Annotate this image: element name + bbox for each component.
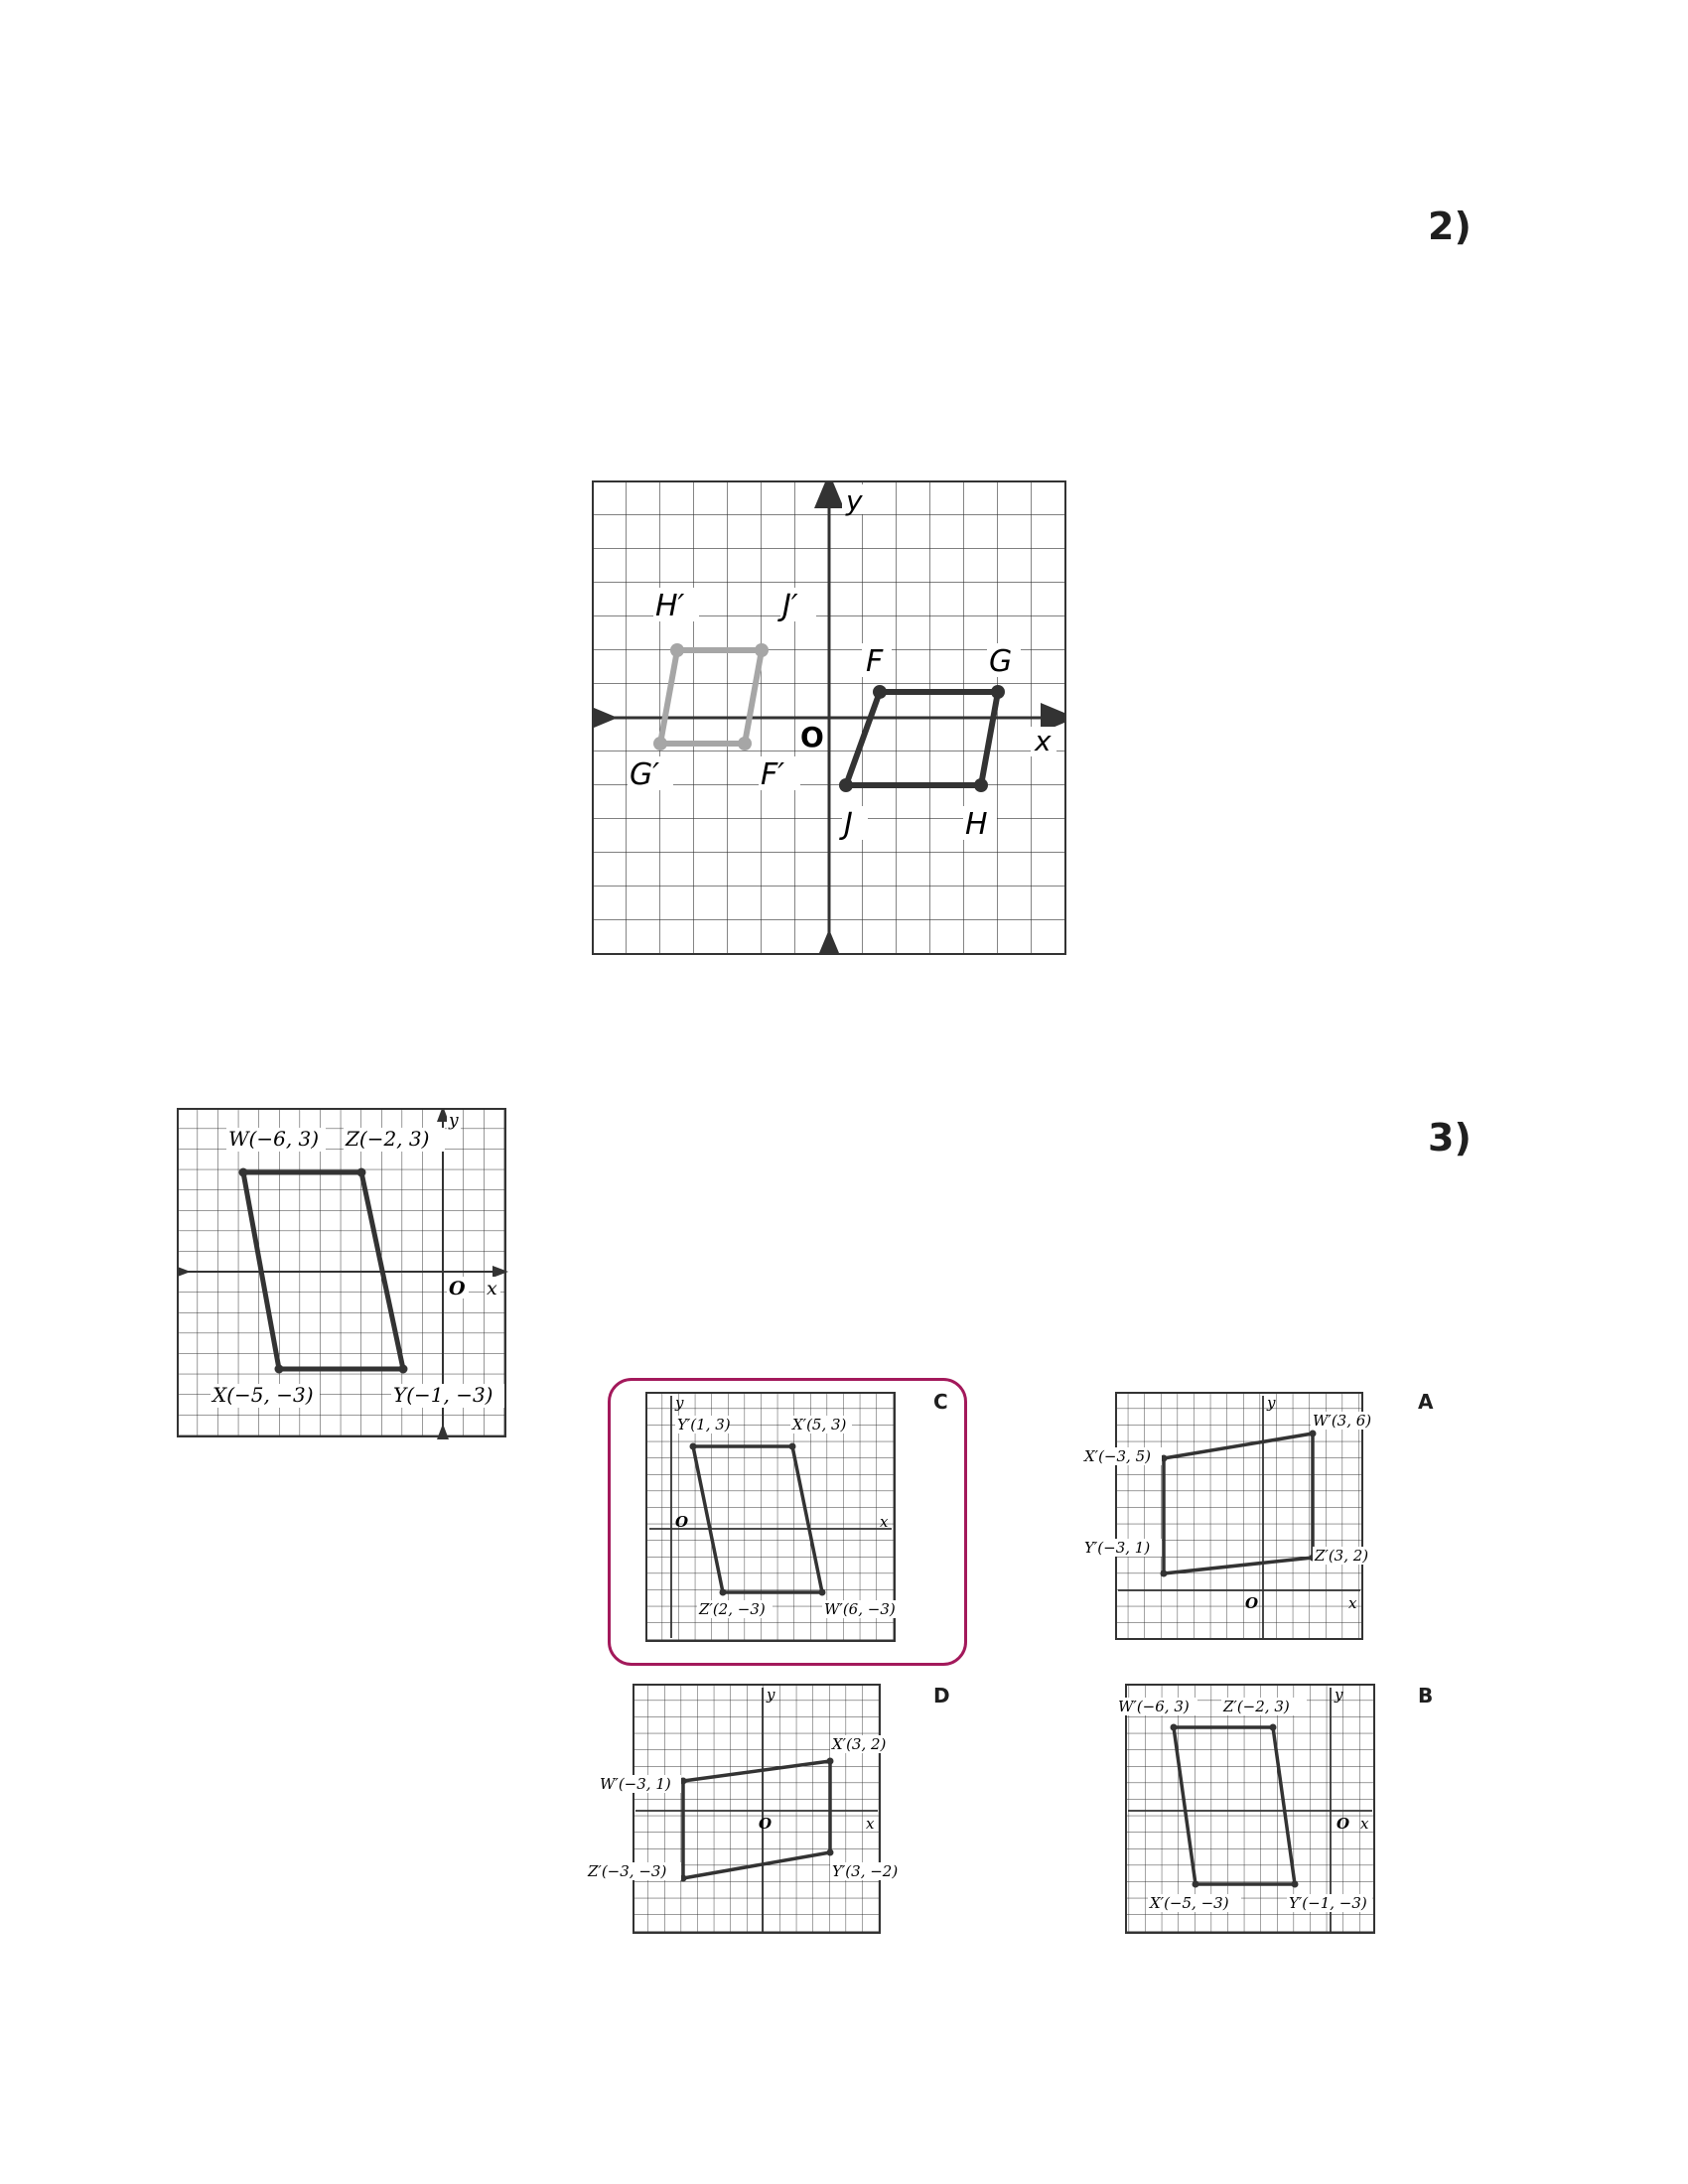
option-c-point-x [789,1443,796,1450]
option-a-x-label: x [1348,1594,1357,1612]
figure-label-w: W(−6, 3) [228,1127,320,1151]
label-f-prime: F′ [761,757,785,792]
option-c-label-x: X′(5, 3) [792,1416,847,1433]
option-b-point-y [1292,1881,1299,1888]
option-c-label-z: Z′(2, −3) [699,1600,766,1618]
option-d-label-y: Y′(3, −2) [832,1862,899,1880]
option-b-label-y: Y′(−1, −3) [1289,1894,1367,1912]
option-c-label: C [933,1390,948,1414]
option-b-graph[interactable] [1112,1684,1412,1944]
figure-y-label: y [449,1111,459,1131]
option-c-graph[interactable] [645,1392,906,1650]
option-a-origin: O [1245,1594,1259,1612]
option-a-label-y: Y′(−3, 1) [1084,1539,1151,1557]
option-d-label-z: Z′(−3, −3) [588,1862,667,1880]
question-2-number: 2) [1428,205,1472,248]
option-d-y-label: y [767,1686,775,1704]
point-h-prime [670,643,684,657]
option-b-y-label: y [1335,1686,1343,1704]
option-b-label-w: W′(−6, 3) [1118,1698,1190,1715]
option-b-label: B [1418,1684,1434,1707]
point-f-prime [738,737,752,751]
question-3-number: 3) [1428,1116,1472,1160]
question-3-figure [177,1108,514,1441]
option-d-point-y [827,1849,834,1856]
point-f [873,685,887,699]
label-g-prime: G′ [630,757,660,792]
option-b-label-z: Z′(−2, 3) [1223,1698,1290,1715]
figure-point-z [357,1168,366,1177]
x-axis-label: x [1035,725,1052,757]
figure-point-x [275,1365,284,1374]
figure-point-y [399,1365,408,1374]
option-d-grid [633,1685,880,1933]
origin-label: O [800,721,824,753]
figure-label-y: Y(−1, −3) [393,1383,493,1407]
point-j-prime [755,643,769,657]
option-c-y-label: y [675,1394,684,1412]
option-c-point-y [690,1443,697,1450]
point-h [974,778,988,792]
option-a-y-label: y [1267,1394,1276,1412]
figure-x-label: x [487,1278,497,1299]
option-b-x-label: x [1360,1815,1369,1833]
option-a-label-z: Z′(3, 2) [1315,1547,1369,1565]
option-a-point-w [1310,1431,1317,1437]
option-c-point-w [819,1589,826,1596]
option-b-point-w [1171,1724,1178,1731]
point-g [991,685,1005,699]
option-c-label-y: Y′(1, 3) [677,1416,731,1433]
label-j-prime: J′ [782,589,798,623]
option-b-label-x: X′(−5, −3) [1150,1894,1229,1912]
option-c-label-w: W′(6, −3) [824,1600,896,1618]
option-d-label-w: W′(−3, 1) [600,1775,671,1793]
option-c-point-z [720,1589,727,1596]
option-b-point-x [1193,1881,1199,1888]
option-a-graph[interactable] [1078,1392,1392,1650]
option-d-label-x: X′(3, 2) [832,1735,887,1753]
option-b-point-z [1270,1724,1277,1731]
option-a-point-y [1161,1570,1168,1577]
label-h-prime: H′ [655,589,685,623]
figure-label-x: X(−5, −3) [212,1383,314,1407]
option-d-label: D [933,1684,950,1707]
option-a-grid [1116,1393,1362,1639]
point-j [839,778,853,792]
option-d-x-label: x [866,1815,875,1833]
figure-point-w [239,1168,248,1177]
label-g: G [989,644,1013,679]
figure-label-z: Z(−2, 3) [346,1127,430,1151]
question-2-graph [592,480,1066,955]
y-axis-label: y [846,484,863,517]
option-d-origin: O [759,1815,773,1833]
option-c-x-label: x [880,1513,889,1531]
point-g-prime [653,737,667,751]
figure-origin-label: O [449,1278,466,1299]
label-h: H [965,807,988,842]
option-d-point-x [827,1758,834,1765]
option-a-label-x: X′(−3, 5) [1084,1447,1151,1465]
option-a-label: A [1418,1390,1434,1414]
label-j: J [844,807,853,842]
option-a-label-w: W′(3, 6) [1313,1412,1372,1430]
option-d-graph[interactable] [582,1684,900,1944]
option-c-origin: O [675,1513,689,1531]
option-b-origin: O [1336,1815,1350,1833]
label-f: F [866,644,884,679]
